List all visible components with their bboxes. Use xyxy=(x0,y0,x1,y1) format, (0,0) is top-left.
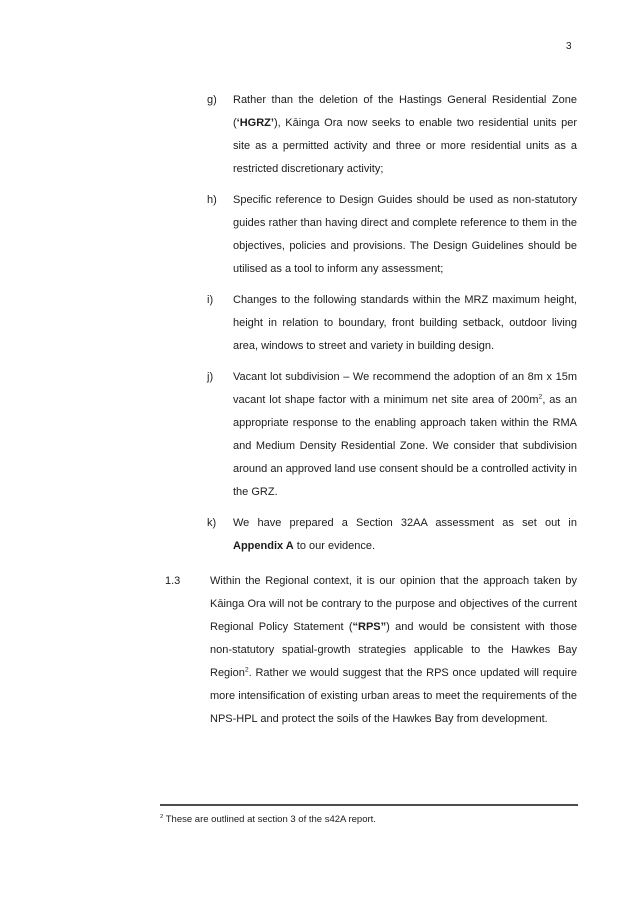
page-number: 3 xyxy=(566,41,572,52)
lettered-list xyxy=(0,89,637,558)
list-item xyxy=(207,189,637,281)
list-item-text: Rather than the deletion of the Hastings General Residential Zone (‘HGRZ’), Kāinga Ora now seeks to enable two residential units per site as a permitted activity and three or more residential units as a restricted discretionary activity; xyxy=(233,94,577,175)
list-item-text: Specific reference to Design Guides should be used as non-statutory guides rather than having direct and complete reference to them in the objectives, policies and provisions. The Design Guidelines should be utilised as a tool to inform any assessment; xyxy=(233,194,577,275)
list-item-marker: k) xyxy=(207,517,217,529)
footnote xyxy=(160,812,590,827)
list-item-marker: h) xyxy=(207,194,217,206)
list-item-text: Vacant lot subdivision – We recommend the adoption of an 8m x 15m vacant lot shape factor with a minimum net site area of $200m^2$, as an appropriate response to the enabling approach taken within the RMA and Medium Density Residential Zone. We consider that subdivision around an approved land use consent should be a controlled activity in the GRZ. xyxy=(233,371,577,498)
paragraph-number: 1.3 xyxy=(165,575,181,587)
list-item-text: Changes to the following standards within the MRZ maximum height, height in relation to boundary, front building setback, outdoor living area, windows to street and variety in building design. xyxy=(233,294,577,352)
list-item xyxy=(207,289,637,358)
footnote-separator xyxy=(160,804,578,806)
list-item-marker: i) xyxy=(207,294,214,306)
list-item-marker: j) xyxy=(207,371,214,383)
list-item-marker: g) xyxy=(207,94,217,106)
list-item-text: We have prepared a Section 32AA assessment as set out in Appendix A to our evidence. xyxy=(233,517,577,552)
list-item xyxy=(207,89,637,181)
numbered-paragraph xyxy=(165,570,637,731)
list-item xyxy=(207,366,637,504)
list-item xyxy=(207,512,637,558)
footnote-marker: 2 xyxy=(160,813,164,820)
document-content xyxy=(0,89,637,731)
paragraph-text: Within the Regional context, it is our opinion that the approach taken by Kāinga Ora will not be contrary to the purpose and objectives of the current Regional Policy Statement (“RPS”) and would be consistent with those non-statutory spatial-growth strategies applicable to the Hawkes Bay Region$^2$. Rather we would suggest that the RPS once updated will require more intensification of existing urban areas to meet the requirements of the NPS-HPL and protect the soils of the Hawkes Bay from development. xyxy=(210,575,578,725)
footnote-text: These are outlined at section 3 of the s42A report. xyxy=(163,814,376,825)
